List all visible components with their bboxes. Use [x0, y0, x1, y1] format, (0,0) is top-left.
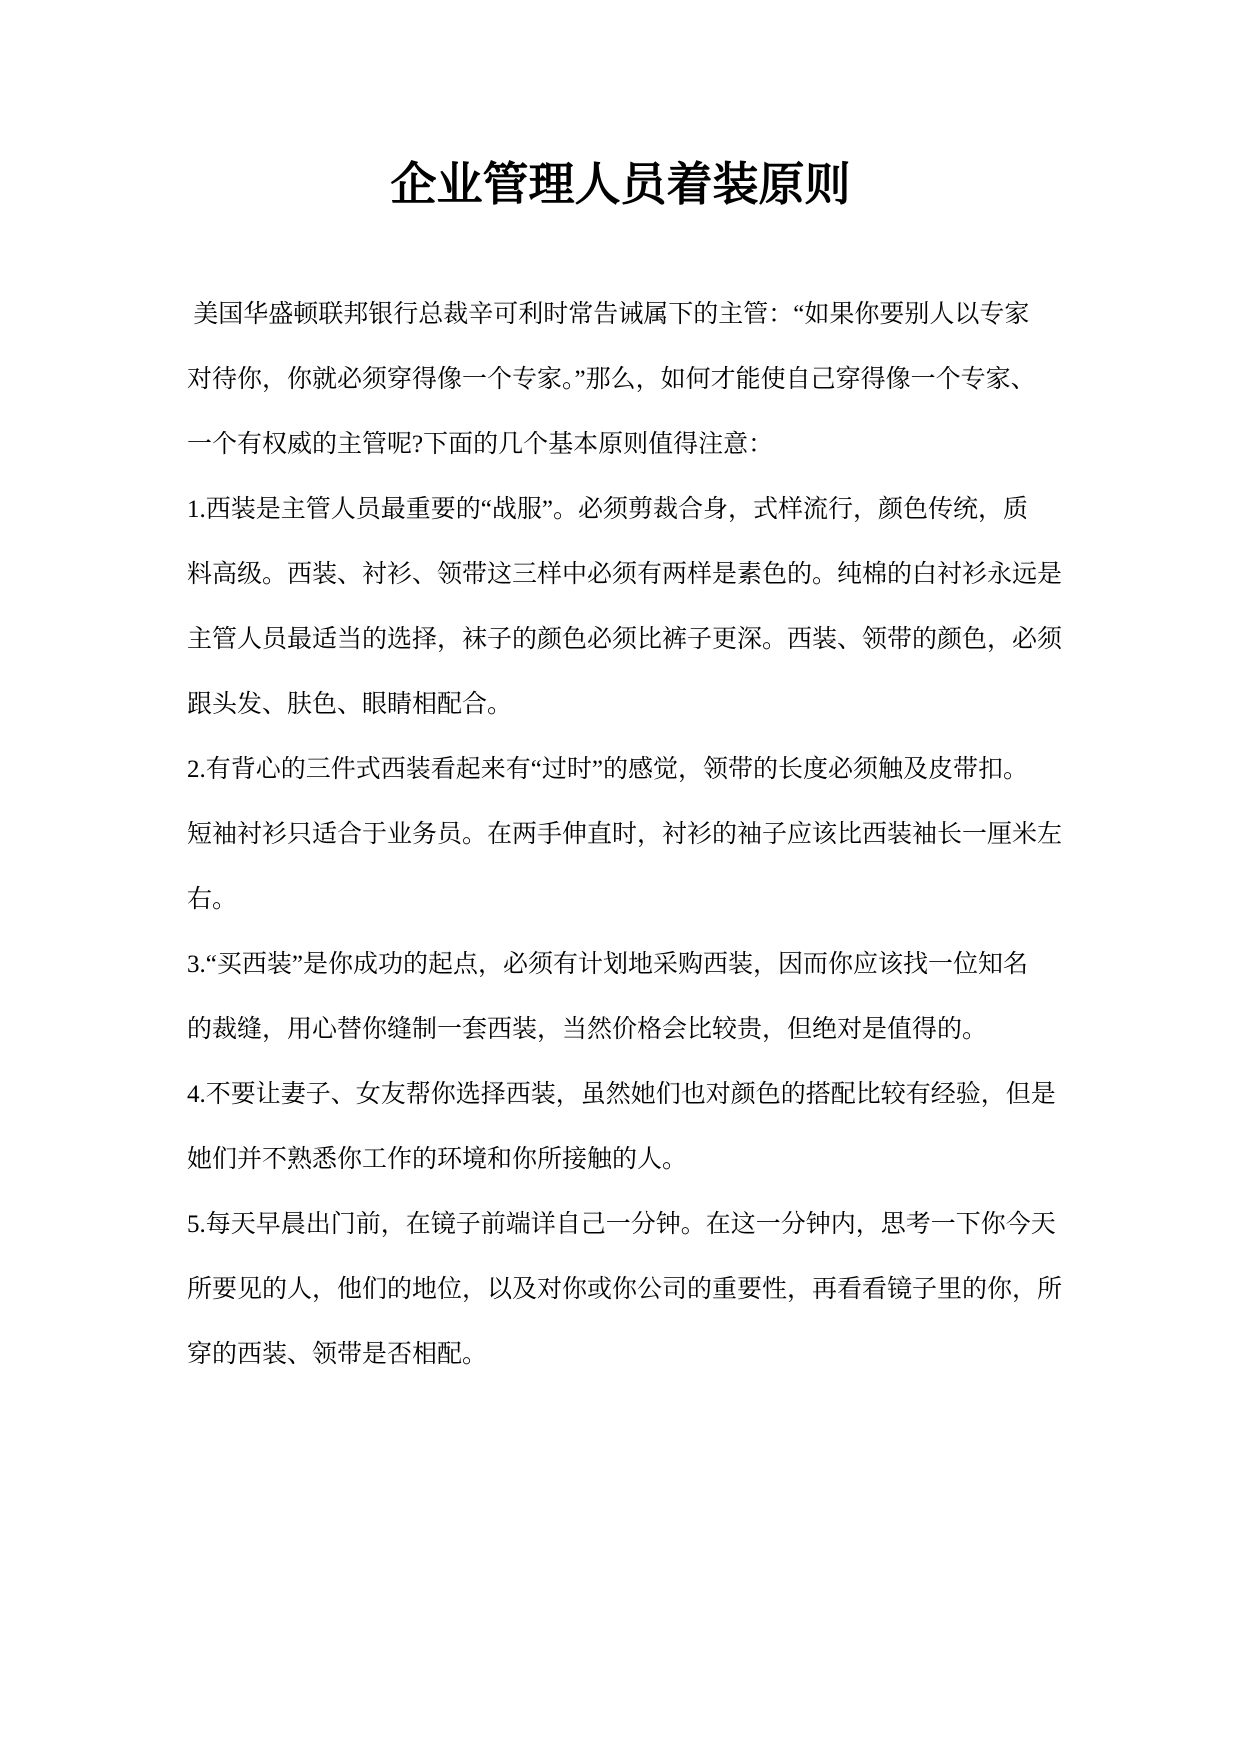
list-item-5: [187, 1192, 1087, 1387]
text-line: 一个有权威的主管呢?下面的几个基本原则值得注意：: [187, 431, 774, 458]
text-line: 跟头发、肤色、眼睛相配合。: [187, 691, 513, 718]
list-item-3: [187, 932, 1087, 1062]
text-line: 的裁缝，用心替你缝制一套西装，当然价格会比较贵，但绝对是值得的。: [187, 1016, 988, 1043]
text-line: 她们并不熟悉你工作的环境和你所接触的人。: [187, 1146, 688, 1173]
text-line: 主管人员最适当的选择，袜子的颜色必须比裤子更深。西装、领带的颜色，必须: [187, 626, 1063, 653]
text-line: 料高级。西装、衬衫、领带这三样中必须有两样是素色的。纯棉的白衬衫永远是: [187, 561, 1063, 588]
text-line: 短袖衬衫只适合于业务员。在两手伸直时，衬衫的袖子应该比西装袖长一厘米左: [187, 821, 1063, 848]
list-item-4: [187, 1062, 1087, 1192]
text-line: 3.“买西装”是你成功的起点，必须有计划地采购西装，因而你应该找一位知名: [187, 951, 1028, 978]
document-body: [187, 282, 1087, 1387]
text-line: 右。: [187, 886, 238, 913]
intro-paragraph: [187, 282, 1087, 477]
list-item-1: [187, 477, 1087, 737]
text-line: 2.有背心的三件式西装看起来有“过时”的感觉，领带的长度必须触及皮带扣。: [187, 756, 1028, 783]
text-line: 美国华盛顿联邦银行总裁辛可利时常告诫属下的主管：“如果你要别人以专家: [187, 301, 1030, 328]
text-line: 穿的西装、领带是否相配。: [187, 1341, 488, 1368]
document-title: 企业管理人员着装原则: [390, 159, 851, 210]
text-line: 4.不要让妻子、女友帮你选择西装，虽然她们也对颜色的搭配比较有经验，但是: [187, 1081, 1056, 1108]
text-line: 1.西装是主管人员最重要的“战服”。必须剪裁合身，式样流行，颜色传统，质: [187, 496, 1028, 523]
text-line: 所要见的人，他们的地位，以及对你或你公司的重要性，再看看镜子里的你，所: [187, 1276, 1063, 1303]
text-line: 对待你，你就必须穿得像一个专家。”那么，如何才能使自己穿得像一个专家、: [187, 366, 1036, 393]
text-line: 5.每天早晨出门前，在镜子前端详自己一分钟。在这一分钟内，思考一下你今天: [187, 1211, 1056, 1238]
list-item-2: [187, 737, 1087, 932]
